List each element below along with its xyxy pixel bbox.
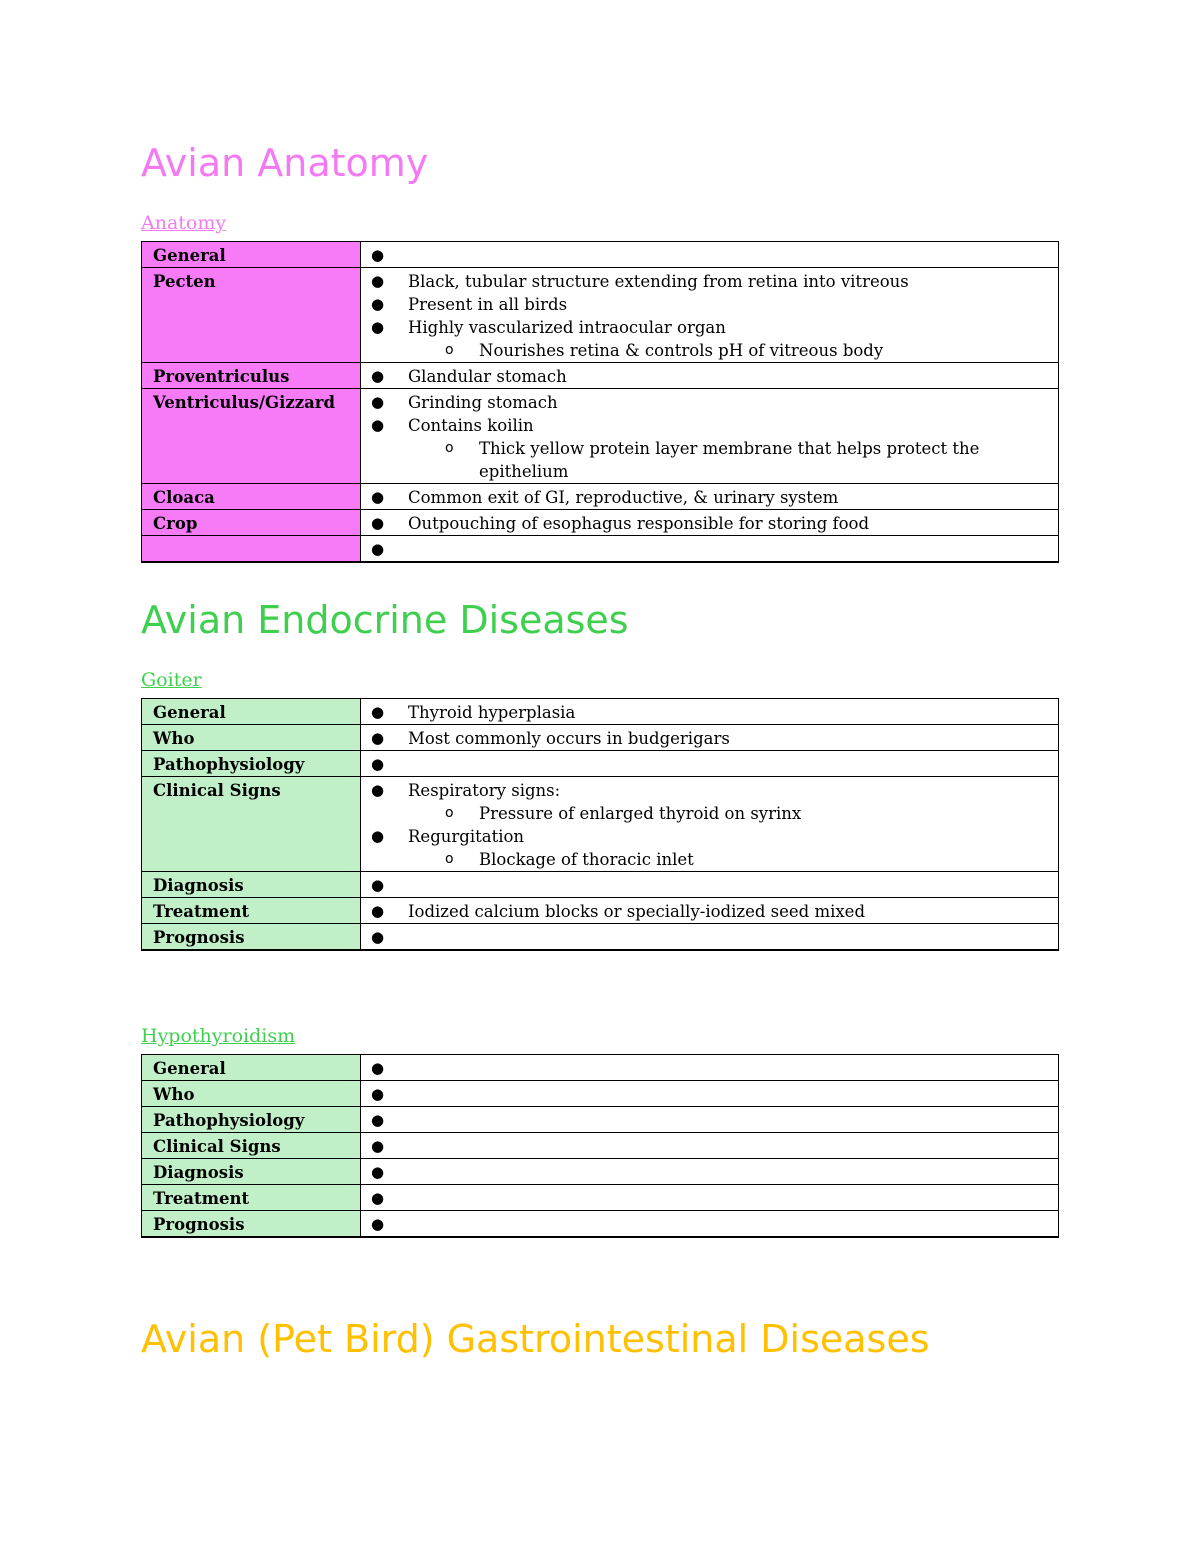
bullet-icon: ● xyxy=(371,902,385,920)
bullet-item xyxy=(361,1057,1058,1080)
bullet-text: Regurgitation xyxy=(408,827,525,846)
sub-bullet-text: Nourishes retina & controls pH of vitreous body xyxy=(479,341,884,360)
gi-heading: Avian (Pet Bird) Gastrointestinal Diseases xyxy=(141,1317,930,1361)
table-row xyxy=(142,1055,1059,1081)
table-row xyxy=(142,268,1059,363)
anatomy-subheading: Anatomy xyxy=(141,212,227,234)
sub-bullet-text: Pressure of enlarged thyroid on syrinx xyxy=(479,804,802,823)
bullet-icon: ● xyxy=(371,514,385,532)
bullet-text: Iodized calcium blocks or specially-iodized seed mixed xyxy=(408,902,866,921)
row-label: Who xyxy=(142,1081,361,1107)
bullet-icon: ● xyxy=(371,703,385,721)
table-row xyxy=(142,1211,1059,1238)
row-content xyxy=(361,751,1059,777)
bullet-icon: ● xyxy=(371,1189,385,1207)
row-label: Ventriculus/Gizzard xyxy=(142,389,361,484)
row-content xyxy=(361,389,1059,484)
goiter-subheading: Goiter xyxy=(141,669,202,691)
row-content xyxy=(361,1159,1059,1185)
row-label: General xyxy=(142,242,361,268)
row-content xyxy=(361,898,1059,924)
sub-bullet-icon: o xyxy=(445,440,454,456)
anatomy-heading: Avian Anatomy xyxy=(141,141,429,185)
table-row xyxy=(142,1185,1059,1211)
bullet-icon: ● xyxy=(371,272,385,290)
bullet-icon: ● xyxy=(371,1163,385,1181)
sub-bullet-item xyxy=(361,437,1058,483)
bullet-icon: ● xyxy=(371,416,385,434)
sub-bullet-item xyxy=(361,848,1058,871)
table-row xyxy=(142,725,1059,751)
row-content xyxy=(361,363,1059,389)
bullet-icon: ● xyxy=(371,295,385,313)
bullet-item xyxy=(361,293,1058,316)
row-content xyxy=(361,924,1059,951)
row-label: Crop xyxy=(142,510,361,536)
bullet-text: Present in all birds xyxy=(408,295,568,314)
row-content xyxy=(361,1133,1059,1159)
row-content xyxy=(361,1107,1059,1133)
anatomy-table xyxy=(141,241,1059,563)
bullet-item xyxy=(361,727,1058,750)
row-label: General xyxy=(142,1055,361,1081)
bullet-icon: ● xyxy=(371,1085,385,1103)
sub-bullet-icon: o xyxy=(445,851,454,867)
bullet-text: Common exit of GI, reproductive, & urinary system xyxy=(408,488,839,507)
bullet-icon: ● xyxy=(371,928,385,946)
bullet-item xyxy=(361,512,1058,535)
bullet-icon: ● xyxy=(371,781,385,799)
sub-bullet-item xyxy=(361,339,1058,362)
bullet-icon: ● xyxy=(371,729,385,747)
bullet-text: Thyroid hyperplasia xyxy=(408,703,576,722)
bullet-item xyxy=(361,365,1058,388)
sub-bullet-item xyxy=(361,802,1058,825)
row-content xyxy=(361,536,1059,563)
row-content xyxy=(361,777,1059,872)
bullet-item xyxy=(361,486,1058,509)
row-label: Treatment xyxy=(142,1185,361,1211)
bullet-text: Highly vascularized intraocular organ xyxy=(408,318,726,337)
bullet-icon: ● xyxy=(371,876,385,894)
table-row xyxy=(142,510,1059,536)
row-label: Who xyxy=(142,725,361,751)
bullet-icon: ● xyxy=(371,246,385,264)
bullet-item xyxy=(361,244,1058,267)
row-content xyxy=(361,1185,1059,1211)
bullet-icon: ● xyxy=(371,367,385,385)
bullet-icon: ● xyxy=(371,1215,385,1233)
row-content xyxy=(361,484,1059,510)
hypothyroidism-table xyxy=(141,1054,1059,1238)
row-label: Prognosis xyxy=(142,924,361,951)
sub-bullet-text: Thick yellow protein layer membrane that helps protect the epithelium xyxy=(479,439,980,481)
bullet-icon: ● xyxy=(371,540,385,558)
row-content xyxy=(361,1211,1059,1238)
bullet-icon: ● xyxy=(371,1111,385,1129)
bullet-item xyxy=(361,1083,1058,1106)
bullet-item xyxy=(361,391,1058,414)
table-row xyxy=(142,924,1059,951)
bullet-text: Most commonly occurs in budgerigars xyxy=(408,729,730,748)
bullet-item xyxy=(361,316,1058,339)
bullet-icon: ● xyxy=(371,1137,385,1155)
row-label: General xyxy=(142,699,361,725)
row-content xyxy=(361,725,1059,751)
bullet-text: Contains koilin xyxy=(408,416,534,435)
table-row xyxy=(142,242,1059,268)
bullet-item xyxy=(361,1213,1058,1236)
table-row xyxy=(142,1133,1059,1159)
sub-bullet-text: Blockage of thoracic inlet xyxy=(479,850,694,869)
bullet-text: Outpouching of esophagus responsible for storing food xyxy=(408,514,870,533)
row-label: Clinical Signs xyxy=(142,1133,361,1159)
bullet-item xyxy=(361,1135,1058,1158)
table-row xyxy=(142,872,1059,898)
bullet-icon: ● xyxy=(371,488,385,506)
row-label: Prognosis xyxy=(142,1211,361,1238)
table-row xyxy=(142,389,1059,484)
bullet-icon: ● xyxy=(371,1059,385,1077)
bullet-item xyxy=(361,900,1058,923)
bullet-item xyxy=(361,825,1058,848)
bullet-icon: ● xyxy=(371,755,385,773)
row-label: Treatment xyxy=(142,898,361,924)
hypothyroidism-subheading: Hypothyroidism xyxy=(141,1025,296,1047)
table-row xyxy=(142,751,1059,777)
row-label xyxy=(142,536,361,563)
bullet-item xyxy=(361,1109,1058,1132)
row-label: Clinical Signs xyxy=(142,777,361,872)
table-row xyxy=(142,484,1059,510)
table-row xyxy=(142,699,1059,725)
bullet-item xyxy=(361,753,1058,776)
row-label: Pathophysiology xyxy=(142,751,361,777)
sub-bullet-icon: o xyxy=(445,342,454,358)
row-content xyxy=(361,242,1059,268)
bullet-text: Grinding stomach xyxy=(408,393,558,412)
bullet-text: Black, tubular structure extending from retina into vitreous xyxy=(408,272,909,291)
bullet-icon: ● xyxy=(371,827,385,845)
row-content xyxy=(361,699,1059,725)
row-content xyxy=(361,510,1059,536)
bullet-item xyxy=(361,926,1058,949)
bullet-item xyxy=(361,414,1058,437)
row-label: Proventriculus xyxy=(142,363,361,389)
bullet-item xyxy=(361,1187,1058,1210)
bullet-item xyxy=(361,779,1058,802)
sub-bullet-icon: o xyxy=(445,805,454,821)
table-row xyxy=(142,1081,1059,1107)
table-row xyxy=(142,1159,1059,1185)
bullet-icon: ● xyxy=(371,318,385,336)
table-row xyxy=(142,1107,1059,1133)
endocrine-heading: Avian Endocrine Diseases xyxy=(141,598,629,642)
row-content xyxy=(361,872,1059,898)
row-label: Cloaca xyxy=(142,484,361,510)
row-content xyxy=(361,1055,1059,1081)
bullet-icon: ● xyxy=(371,393,385,411)
bullet-item xyxy=(361,874,1058,897)
row-content xyxy=(361,268,1059,363)
row-label: Pathophysiology xyxy=(142,1107,361,1133)
row-label: Diagnosis xyxy=(142,872,361,898)
bullet-item xyxy=(361,701,1058,724)
goiter-table xyxy=(141,698,1059,951)
bullet-text: Glandular stomach xyxy=(408,367,567,386)
table-row xyxy=(142,777,1059,872)
bullet-item xyxy=(361,270,1058,293)
bullet-item xyxy=(361,1161,1058,1184)
row-label: Pecten xyxy=(142,268,361,363)
row-content xyxy=(361,1081,1059,1107)
bullet-item xyxy=(361,538,1058,561)
table-row xyxy=(142,363,1059,389)
row-label: Diagnosis xyxy=(142,1159,361,1185)
bullet-text: Respiratory signs: xyxy=(408,781,561,800)
table-row xyxy=(142,898,1059,924)
table-row xyxy=(142,536,1059,563)
